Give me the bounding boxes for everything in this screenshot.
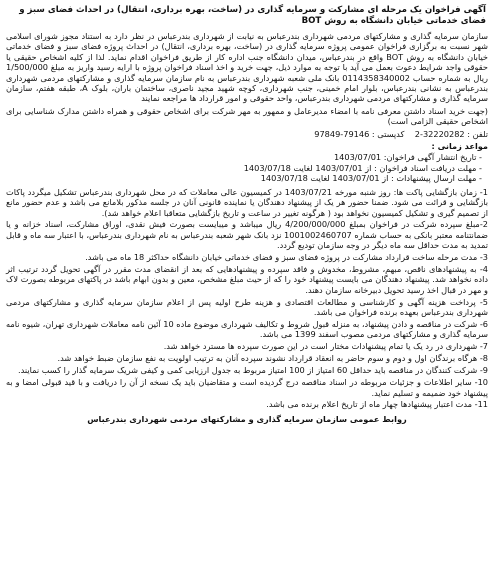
term-item: 4- به پیشنهادهای ناقص، مبهم، مشروط، مخدوش و فاقد سپرده و پیشنهادهایی که بعد از انقضای مدت مقرر در آگهی تحویل گردد ترتیب اثر داده نخواهد شد. پیشنهاد دهندگان می بایست پیشنهاد خود را که از حیث مبلغ مشخص، معین و بدون ابهام باشد در پاکتهای مربوطه بصورت لاک و مهر در قبال اخذ رسید تحویل دبیرخانه سازمان دهند. bbox=[6, 264, 488, 295]
contact-line bbox=[6, 129, 488, 139]
term-item: 6- شرکت در مناقصه و دادن پیشنهاد، به منزله قبول شروط و تکالیف شهرداری موضوع ماده 10 آئین نامه معاملات شهرداری تهران، شیوه نامه سرمایه گذاری و مشارکتهای مردمی مصوب اسفند 1399 می باشد. bbox=[6, 319, 488, 340]
term-item: 11- مدت اعتبار پیشنهادها چهار ماه از تاریخ اعلام برنده می باشد. bbox=[266, 399, 488, 410]
timeline-item: - مهلت ارسال پیشنهادات : از 1403/07/01 لغایت 1403/07/18 bbox=[260, 173, 482, 184]
phone-label: تلفن : bbox=[467, 128, 488, 139]
postal-code: 79146-97849 bbox=[314, 128, 370, 139]
term-item: 3- مدت مرحله ساخت قرارداد مشارکت در پروژه فضای سبز و فضای خدماتی خیابان دانشگاه حداکثر 18 ماه می باشد. bbox=[85, 252, 488, 263]
postal-code-label: کدپستی : bbox=[371, 128, 405, 139]
term-item: 2-مبلغ سپرده شرکت در فراخوان بمبلغ 4/200/000/000 ریال میباشد و میبایست بصورت فیش نقدی، اوراق مشارکت، اسناد خزانه و یا ضمانتنامه معتبر بانکی به حساب شماره 1001002460707 نزد بانک شهر شعبه بندرعباس به نام شهرداری بندرعباس، با اعتبار سه ماه و قابل تمدید به مدت حداقل سه ماه دیگر در وجه سازمان تودیع گردد. bbox=[6, 219, 488, 251]
term-item: 7- شهرداری در رد یک یا تمام پیشنهادات مختار است در این صورت سپرده ها مسترد خواهد شد. bbox=[163, 341, 488, 352]
timeline-heading: مواعد زمانی : bbox=[431, 141, 488, 152]
timeline-item: - مهلت دریافت اسناد فراخوان : از 1403/07/01 لغایت 1403/07/18 bbox=[243, 162, 482, 173]
terms-list bbox=[6, 187, 488, 410]
term-item: 9- شرکت کنندگان در مناقصه باید حداقل 60 امتیاز از 100 امتیاز مربوط به جدول ارزیابی کمی و کیفی شریک سرمایه گذار را کسب نمایند. bbox=[17, 365, 488, 376]
timeline-item: - تاریخ انتشار آگهی فراخوان: 1403/07/01 bbox=[333, 152, 482, 163]
term-item: 5- پرداخت هزینه آگهی و کارشناسی و مطالعات اقتصادی و هزینه طرح اولیه پس از اعلام سازمان سرمایه گذاری و مشارکتهای مردمی شهرداری بندرعباس بعهده برنده فراخوان می باشد. bbox=[6, 296, 488, 318]
term-item: 10- سایر اطلاعات و جزئیات مربوطه در اسناد مناقصه درج گردیده است و متقاضیان باید یک نسخه از آن را دریافت و با قید قبولی امضا و به پیشنهاد خود ضمیمه و تسلیم نماید. bbox=[6, 377, 488, 398]
notice-title: آگهی فراخوان یک مرحله ای مشارکت و سرمایه گذاری در (ساخت، بهره برداری، انتقال) در احداث فضای سبز و فضای خدماتی خیابان دانشگاه به روش BOT bbox=[19, 5, 486, 26]
term-item: 1- زمان بازگشایی پاکت ها: روز شنبه مورخه 1403/07/21 در کمیسیون عالی معاملات که در محل شهرداری بندرعباس تشکیل میگردد پاکات بازگشایی و قرائت می شود. ضمنا حضور هر یک از پیشنهاد دهندگان یا نماینده قانونی آنان در جلسه مذکور بلامانع می باشد و عدم حضور مانع از تصمیم گیری و تشکیل کمیسیون نخواهد بود ( هرگونه تغییر در ساعت و تاریخ بازگشایی متعاقبا اعلام خواهد شد). bbox=[6, 186, 488, 218]
phone-number: 32220282-2 bbox=[414, 128, 465, 139]
notice-requirement: (جهت خرید اسناد داشتن معرفی نامه با امضاء مدیرعامل و ممهور به مهر شرکت برای اشخاص حقوقی و همراه داشتن مدارک شناسایی برای اشخاص حقیقی الزامی است) bbox=[6, 105, 488, 127]
term-item: 8- هرگاه برندگان اول و دوم و سوم حاضر به انعقاد قرارداد نشوند سپرده آنان به ترتیب اولویت به نفع سازمان ضبط خواهد شد. bbox=[57, 353, 488, 364]
notice-footer: روابط عمومی سازمان سرمایه گذاری و مشارکتهای مردمی شهرداری بندرعباس bbox=[87, 413, 407, 424]
timeline-list bbox=[6, 152, 488, 183]
notice-intro: سازمان سرمایه گذاری و مشارکتهای مردمی شهرداری بندرعباس به نیابت از شهرداری بندرعباس در نظر دارد به استناد مجوز شورای اسلامی شهر نسبت به برگزاری فراخوان عمومی پروژه سرمایه گذاری در (ساخت، بهره برداری، انتقال) در احداث پروژه فضای سبز و فضای خدماتی خیابان دانشگاه به روش BOT واقع در بندرعباس، میدان دانشگاه جنب اداره کار از طریق فراخوان اقدام نماید. لذا از کلیه اشخاص حقیقی یا حقوقی واجد شرایط دعوت بعمل می آید با توجه به موارد ذیل، جهت خرید و اخذ اسناد فراخوان پروژه با ارایه رسید واریز به مبلغ 1/500/000 ریال به شماره حساب 0114358340002 بانک ملی شعبه شهرداری بندرعباس به نام سازمان سرمایه گذاری و مشارکتهای مردمی شهرداری بندرعباس به نشانی بندرعباس، بلوار امام خمینی، جنب شهرداری، کوچه شهید مجید ناصری، ساختمان باران، بلوک A، طبقه هفتم، سازمان سرمایه گذاری و مشارکتهای مردمی شهرداری بندرعباس، واحد حقوقی و امور قرارداد ها مراجعه نمایند bbox=[6, 31, 488, 104]
